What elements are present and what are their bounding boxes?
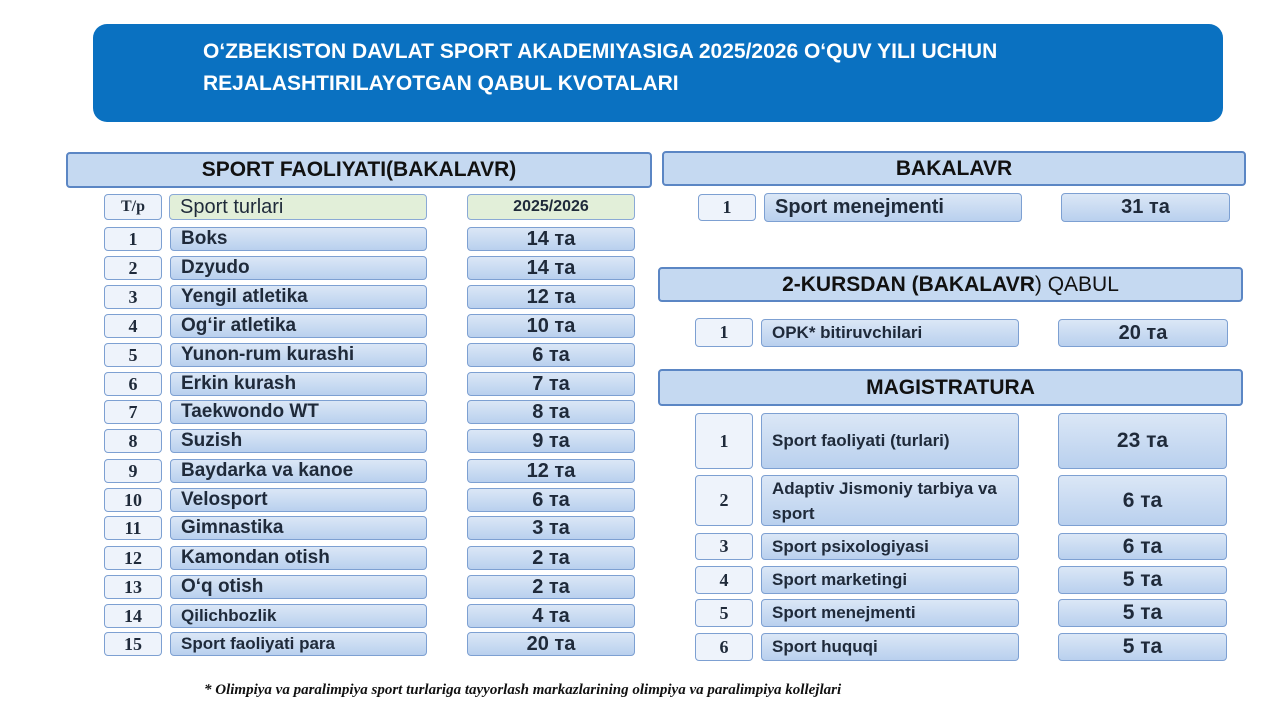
magistratura-num: 1 [695, 413, 753, 469]
sport-value: 12 та [467, 285, 635, 309]
sport-value: 9 та [467, 429, 635, 453]
sport-value: 6 та [467, 488, 635, 512]
magistratura-num: 4 [695, 566, 753, 594]
magistratura-num: 6 [695, 633, 753, 661]
sport-value: 7 та [467, 372, 635, 396]
sport-value: 4 та [467, 604, 635, 628]
sport-name: Gimnastika [170, 516, 427, 540]
sport-num: 12 [104, 546, 162, 570]
sport-num: 8 [104, 429, 162, 453]
sport-value: 2 та [467, 575, 635, 599]
col-num-header: T/p [104, 194, 162, 220]
magistratura-num: 2 [695, 475, 753, 526]
sport-name: Dzyudo [170, 256, 427, 280]
kurs2-header-rest: ) QABUL [1034, 272, 1119, 296]
sport-name: Taekwondo WT [170, 400, 427, 424]
sport-name: O‘q otish [170, 575, 427, 599]
sport-value: 14 та [467, 256, 635, 280]
sport-name: Yengil atletika [170, 285, 427, 309]
magistratura-num: 3 [695, 533, 753, 560]
sport-value: 3 та [467, 516, 635, 540]
title-line-2: REJALASHTIRILAYOTGAN QABUL KVOTALARI [203, 72, 679, 95]
bakalavr-name: Sport menejmenti [764, 193, 1022, 222]
sport-value: 2 та [467, 546, 635, 570]
bakalavr-num: 1 [698, 194, 756, 221]
col-sport-header: Sport turlari [169, 194, 427, 220]
sport-num: 6 [104, 372, 162, 396]
magistratura-value: 5 та [1058, 633, 1227, 661]
sport-name: Yunon-rum kurashi [170, 343, 427, 367]
sport-num: 15 [104, 632, 162, 656]
magistratura-value: 6 та [1058, 475, 1227, 526]
magistratura-value: 23 та [1058, 413, 1227, 469]
sport-name: Boks [170, 227, 427, 251]
sport-name: Erkin kurash [170, 372, 427, 396]
sport-value: 12 та [467, 459, 635, 483]
sport-name: Sport faoliyati para [170, 632, 427, 656]
sport-value: 20 та [467, 632, 635, 656]
sport-num: 7 [104, 400, 162, 424]
sport-name: Baydarka va kanoe [170, 459, 427, 483]
sport-faoliyati-header: SPORT FAOLIYATI(BAKALAVR) [66, 152, 652, 188]
sport-value: 14 та [467, 227, 635, 251]
sport-name: Qilichbozlik [170, 604, 427, 628]
magistratura-num: 5 [695, 599, 753, 627]
magistratura-name: Sport faoliyati (turlari) [761, 413, 1019, 469]
sport-num: 14 [104, 604, 162, 628]
kurs2-header-bold: 2-KURSDAN (BAKALAVR [782, 272, 1035, 296]
sport-value: 10 та [467, 314, 635, 338]
magistratura-name: Sport huquqi [761, 633, 1019, 661]
sport-num: 2 [104, 256, 162, 280]
sport-name: Velosport [170, 488, 427, 512]
sport-num: 13 [104, 575, 162, 599]
magistratura-name: Sport menejmenti [761, 599, 1019, 627]
title-banner [93, 24, 1223, 122]
kurs2-num: 1 [695, 318, 753, 347]
magistratura-value: 5 та [1058, 599, 1227, 627]
title-line-1: O‘ZBEKISTON DAVLAT SPORT AKADEMIYASIGA 2025/2026 O‘QUV YILI UCHUN [203, 40, 998, 63]
sport-num: 1 [104, 227, 162, 251]
sport-num: 11 [104, 516, 162, 540]
magistratura-name: Adaptiv Jismoniy tarbiya va sport [761, 475, 1019, 526]
sport-num: 3 [104, 285, 162, 309]
bakalavr-header: BAKALAVR [662, 151, 1246, 186]
magistratura-header: MAGISTRATURA [658, 369, 1243, 406]
sport-num: 5 [104, 343, 162, 367]
sport-num: 10 [104, 488, 162, 512]
footnote: * Olimpiya va paralimpiya sport turlariga tayyorlash markazlarining olimpiya va paralimpiya kollejlari [204, 682, 842, 698]
sport-name: Suzish [170, 429, 427, 453]
col-year-header: 2025/2026 [467, 194, 635, 220]
kurs2-header [658, 267, 1243, 302]
sport-value: 8 та [467, 400, 635, 424]
kurs2-name: OPK* bitiruvchilari [761, 319, 1019, 347]
magistratura-name: Sport marketingi [761, 566, 1019, 594]
magistratura-value: 6 та [1058, 533, 1227, 560]
sport-name: Og‘ir atletika [170, 314, 427, 338]
sport-num: 9 [104, 459, 162, 483]
sport-num: 4 [104, 314, 162, 338]
sport-value: 6 та [467, 343, 635, 367]
magistratura-value: 5 та [1058, 566, 1227, 594]
kurs2-value: 20 та [1058, 319, 1228, 347]
magistratura-name: Sport psixologiyasi [761, 533, 1019, 560]
sport-name: Kamondan otish [170, 546, 427, 570]
bakalavr-value: 31 та [1061, 193, 1230, 222]
